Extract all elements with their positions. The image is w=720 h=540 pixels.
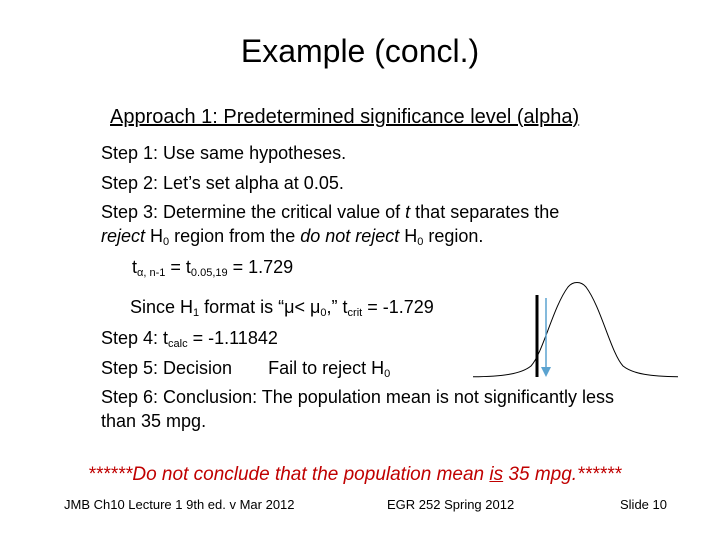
step-1: Step 1: Use same hypotheses. [101,143,347,163]
critical-value-formula: $t_{\alpha, n-1} = t_{0.05,19} = 1.729$ [132,257,294,279]
step-6: Step 6: Conclusion: The population mean is not significantly less [101,387,614,407]
step-3: Step 3: Determine the critical value of t that separates the [101,202,560,222]
step-4: Step 4: $t_{calc} = -1.11842$ [101,328,278,350]
step-5: Step 5: Decision Fail to reject $H_0$ [101,358,391,380]
footer-term: EGR 252 Spring 2012 [387,497,515,512]
footer-course: JMB Ch10 Lecture 1 9th ed. v Mar 2012 [64,497,295,512]
warning-statement: ******Do not conclude that the population mean is 35 mpg.****** [88,464,622,485]
footer-slide-number: Slide 10 [620,497,667,512]
slide-subtitle: Approach 1: Predetermined significance level (alpha) [110,106,580,128]
since-statement: Since $H_1$ format is “$\mu< \mu_0$,” $t_{crit} = -1.729$ [130,297,434,319]
step-2: Step 2: Let’s set alpha at 0.05. [101,173,344,193]
step-3-continued: reject $H_0$ region from the do not reject $H_0$ region. [101,226,484,248]
graphic-background [473,265,678,377]
step-6-continued: than 35 mpg. [101,411,207,431]
slide-title: Example (concl.) [240,33,480,69]
t-distribution-graphic [473,265,678,380]
